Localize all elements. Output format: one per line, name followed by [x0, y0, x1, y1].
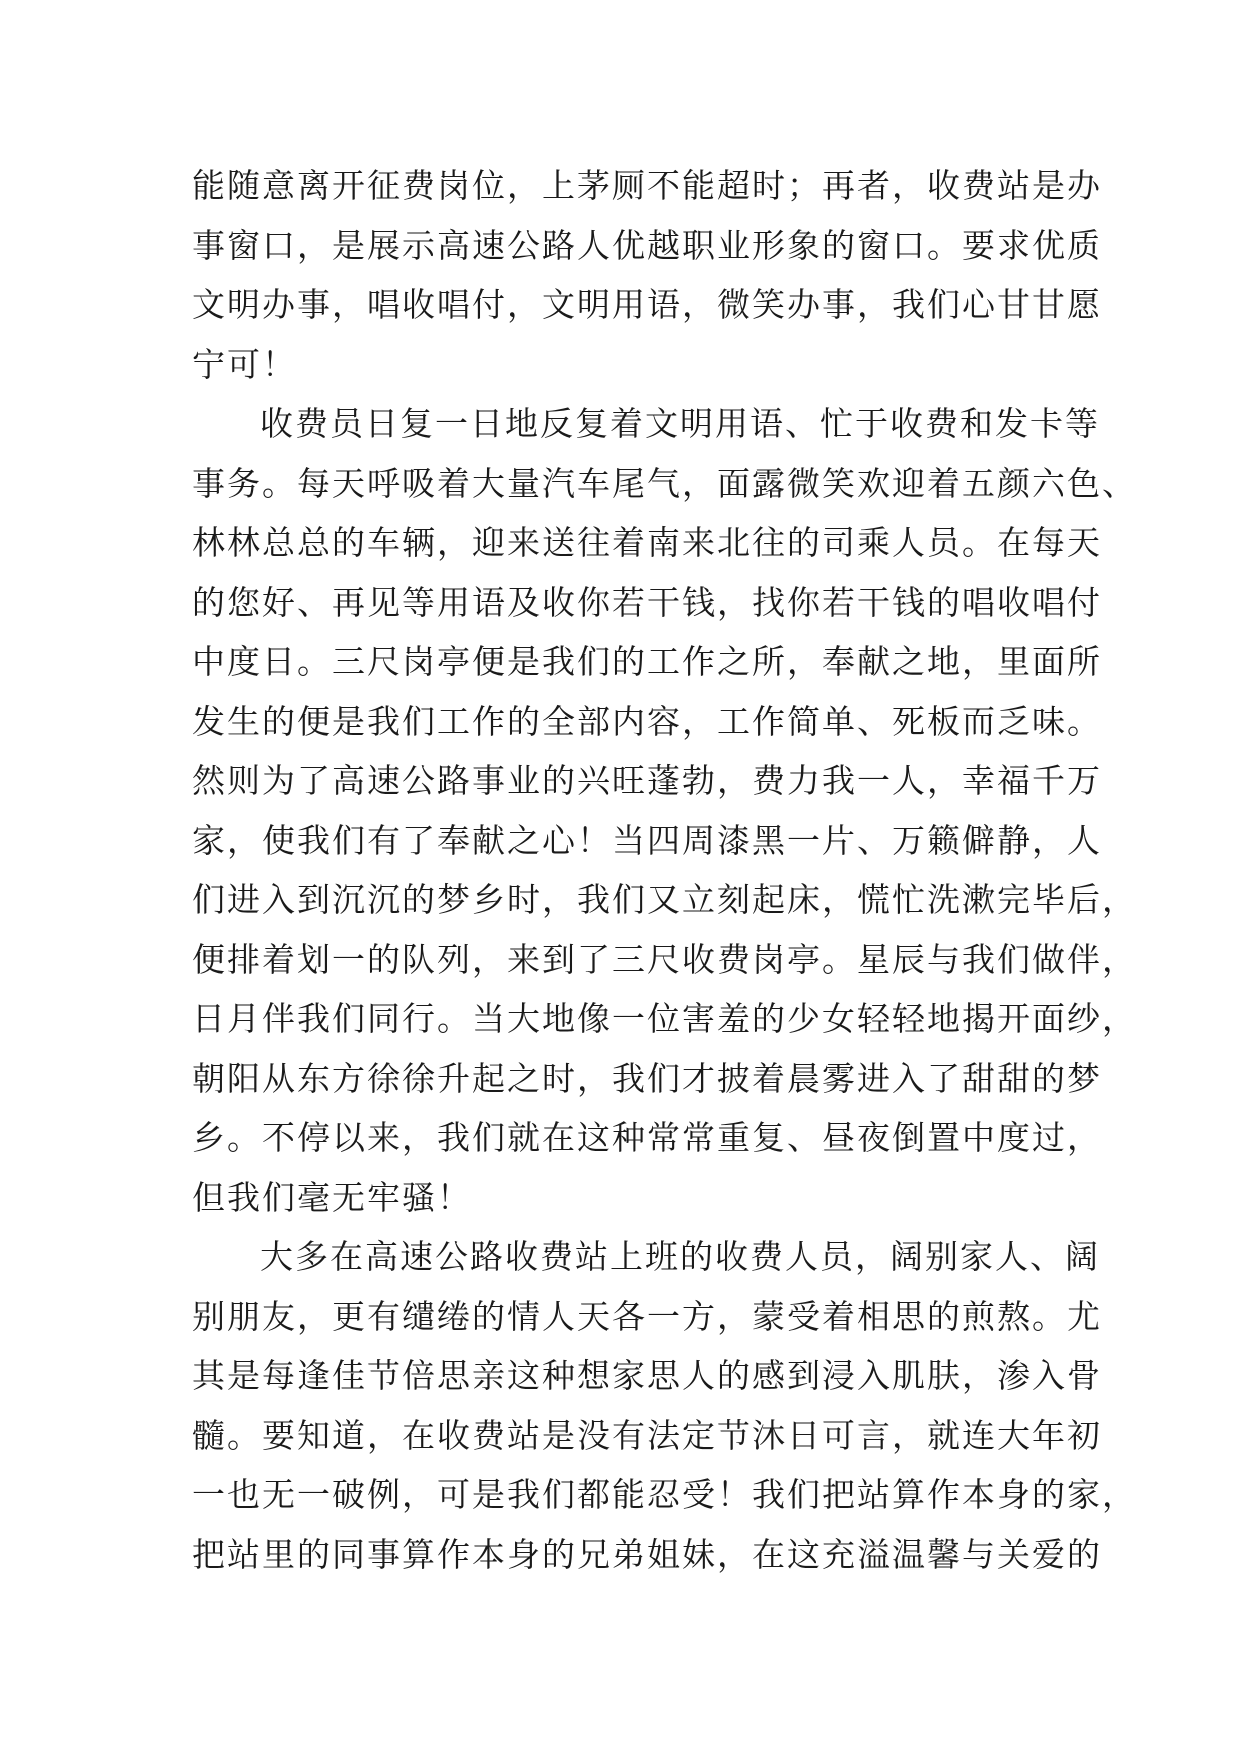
text-line: 发生的便是我们工作的全部内容，工作简单、死板而乏味。: [192, 701, 1102, 741]
text-line: 的您好、再见等用语及收你若干钱，找你若干钱的唱收唱付: [192, 582, 1102, 622]
text-line: 文明办事，唱收唱付，文明用语，微笑办事，我们心甘甘愿: [192, 285, 1102, 324]
text-line: 们进入到沉沉的梦乡时，我们又立刻起床，慌忙洗漱完毕后，: [192, 880, 1137, 919]
text-line: 一也无一破例，可是我们都能忍受！我们把站算作本身的家，: [192, 1475, 1137, 1514]
text-line: 林林总总的车辆，迎来送往着南来北往的司乘人员。在每天: [192, 523, 1102, 562]
text-line: 朝阳从东方徐徐升起之时，我们才披着晨雾进入了甜甜的梦: [192, 1058, 1102, 1098]
text-line: 髓。要知道，在收费站是没有法定节沐日可言，就连大年初: [192, 1415, 1102, 1455]
text-line: 日月伴我们同行。当大地像一位害羞的少女轻轻地揭开面纱，: [192, 999, 1137, 1038]
text-line: 把站里的同事算作本身的兄弟姐妹，在这充溢温馨与关爱的: [192, 1534, 1102, 1574]
body-text: [192, 166, 1137, 1594]
text-line: 便排着划一的队列，来到了三尺收费岗亭。星辰与我们做伴，: [192, 939, 1137, 979]
text-line: 家，使我们有了奉献之心！当四周漆黑一片、万籁僻静，人: [192, 820, 1102, 860]
text-line: 其是每逢佳节倍思亲这种想家思人的感到浸入肌肤，渗入骨: [192, 1356, 1102, 1395]
text-line: 但我们毫无牢骚！: [192, 1177, 472, 1217]
paragraph-start-line: 收费员日复一日地反复着文明用语、忙于收费和发卡等: [260, 404, 1100, 443]
text-line: 乡。不停以来，我们就在这种常常重复、昼夜倒置中度过，: [192, 1118, 1102, 1157]
text-line: 别朋友，更有缱绻的情人天各一方，蒙受着相思的煎熬。尤: [192, 1296, 1102, 1336]
paragraph-start-line: 大多在高速公路收费站上班的收费人员，阔别家人、阔: [260, 1237, 1100, 1276]
text-line: 然则为了高速公路事业的兴旺蓬勃，费力我一人，幸福千万: [192, 761, 1102, 800]
text-line: 能随意离开征费岗位，上茅厕不能超时；再者，收费站是办: [192, 166, 1102, 205]
text-line: 事务。每天呼吸着大量汽车尾气，面露微笑欢迎着五颜六色、: [192, 463, 1137, 503]
text-line: 中度日。三尺岗亭便是我们的工作之所，奉献之地，里面所: [192, 642, 1102, 681]
text-line: 事窗口，是展示高速公路人优越职业形象的窗口。要求优质: [192, 225, 1102, 265]
text-line: 宁可！: [192, 344, 297, 384]
